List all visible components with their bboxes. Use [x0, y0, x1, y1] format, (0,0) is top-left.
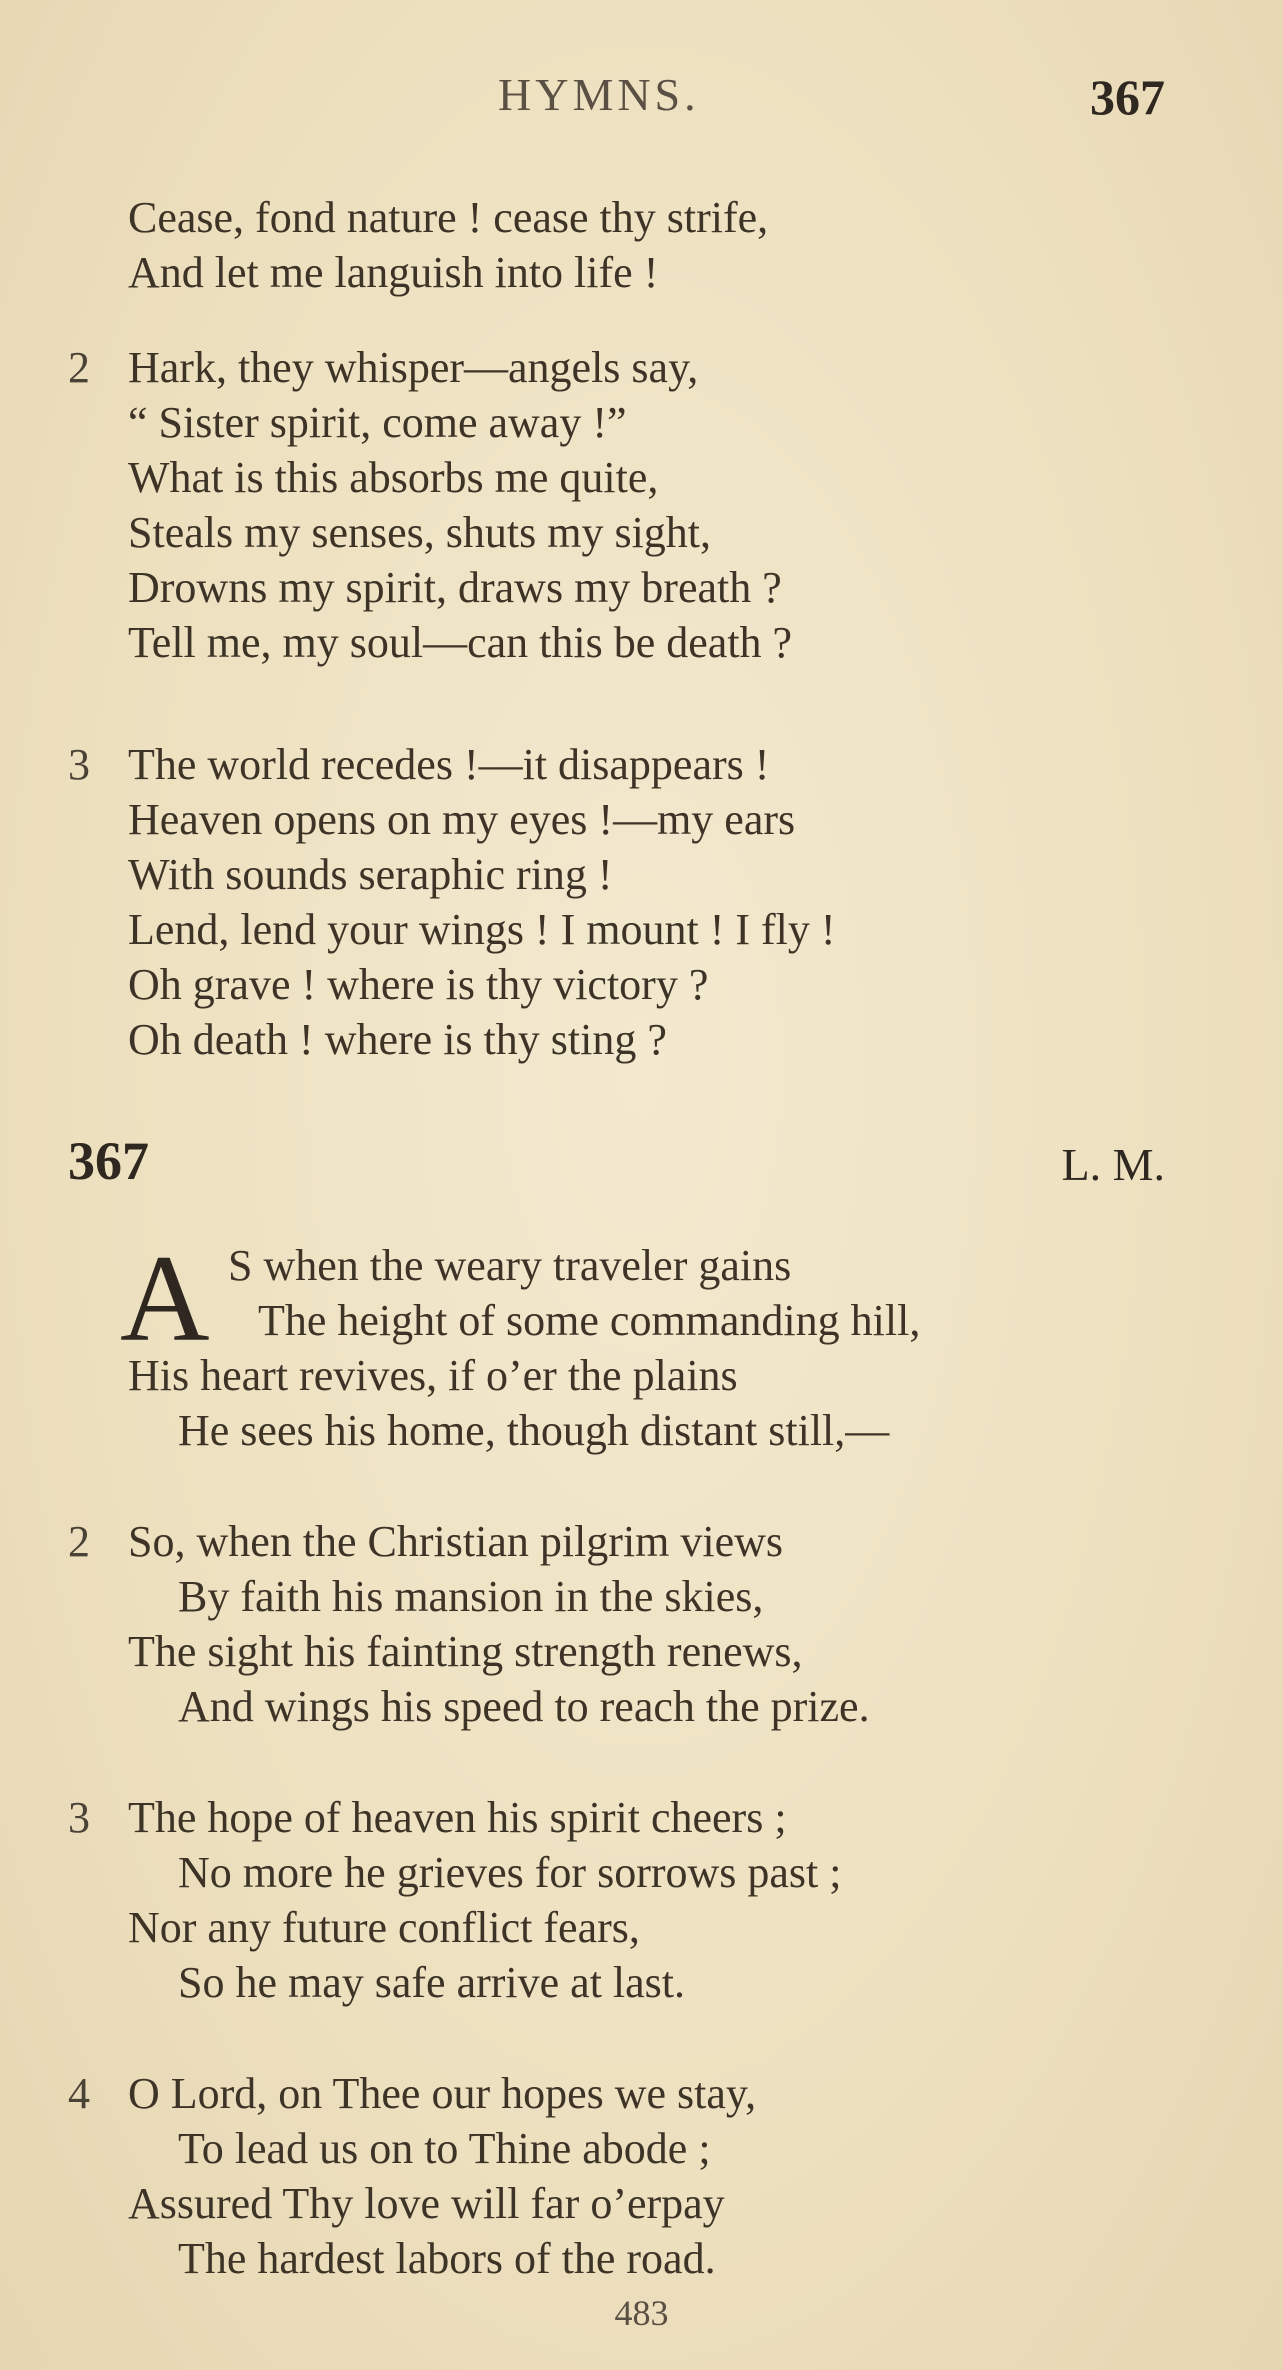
page-number: 367	[1090, 69, 1165, 125]
verse-number: 4	[68, 2069, 90, 2118]
verse-line: The world recedes !—it disappears !	[128, 740, 770, 789]
signature-mark: 483	[614, 2293, 669, 2333]
verse-line: Assured Thy love will far o’erpay	[128, 2179, 725, 2228]
hymn-verse-1	[0, 1230, 1283, 1458]
hymn-number: 367	[68, 1131, 149, 1191]
verse-line: The hardest labors of the road.	[178, 2234, 716, 2283]
hymn-verse-2	[0, 1514, 1283, 1734]
hymn-verse-4	[0, 2066, 1283, 2286]
verse-line: O Lord, on Thee our hopes we stay,	[128, 2069, 757, 2118]
hymn-meter: L. M.	[1061, 1139, 1165, 1190]
verse-number: 2	[68, 343, 90, 392]
verse-line: So he may safe arrive at last.	[178, 1958, 686, 2007]
verse-number: 2	[68, 1517, 90, 1566]
running-title: HYMNS.	[498, 69, 700, 120]
verse-line: The height of some commanding hill,	[258, 1296, 921, 1345]
verse-line: Oh death ! where is thy sting ?	[128, 1015, 667, 1064]
verse-line: What is this absorbs me quite,	[128, 453, 659, 502]
verse-line: No more he grieves for sorrows past ;	[178, 1848, 842, 1897]
continued-verse-3	[0, 737, 1283, 1067]
verse-number: 3	[68, 740, 90, 789]
verse-line: The hope of heaven his spirit cheers ;	[128, 1793, 787, 1842]
verse-line: So, when the Christian pilgrim views	[128, 1517, 784, 1566]
hymn-heading	[0, 1130, 1283, 1200]
verse-line: Tell me, my soul—can this be death ?	[128, 618, 793, 667]
verse-line: Cease, fond nature ! cease thy strife,	[128, 193, 769, 242]
continued-verse-tail	[0, 190, 1283, 300]
verse-line: The sight his fainting strength renews,	[128, 1627, 803, 1676]
hymn-verse-3	[0, 1790, 1283, 2010]
verse-line: And wings his speed to reach the prize.	[178, 1682, 870, 1731]
verse-line: Lend, lend your wings ! I mount ! I fly !	[128, 905, 836, 954]
drop-cap: A	[120, 1230, 210, 1367]
verse-number: 3	[68, 1793, 90, 1842]
verse-line: Oh grave ! where is thy victory ?	[128, 960, 709, 1009]
verse-line: S when the weary traveler gains	[228, 1241, 792, 1290]
verse-line: Heaven opens on my eyes !—my ears	[128, 795, 796, 844]
verse-line: By faith his mansion in the skies,	[178, 1572, 764, 1621]
verse-line: To lead us on to Thine abode ;	[178, 2124, 711, 2173]
verse-line: With sounds seraphic ring !	[128, 850, 613, 899]
verse-line: Steals my senses, shuts my sight,	[128, 508, 712, 557]
verse-line: He sees his home, though distant still,—	[178, 1406, 890, 1455]
verse-line: Hark, they whisper—angels say,	[128, 343, 699, 392]
verse-line: Nor any future conflict fears,	[128, 1903, 640, 1952]
verse-line: “ Sister spirit, come away !”	[128, 398, 627, 447]
running-header	[0, 68, 1283, 132]
verse-line: And let me languish into life !	[128, 248, 659, 297]
verse-line: His heart revives, if o’er the plains	[128, 1351, 738, 1400]
continued-verse-2	[0, 340, 1283, 670]
verse-line: Drowns my spirit, draws my breath ?	[128, 563, 782, 612]
